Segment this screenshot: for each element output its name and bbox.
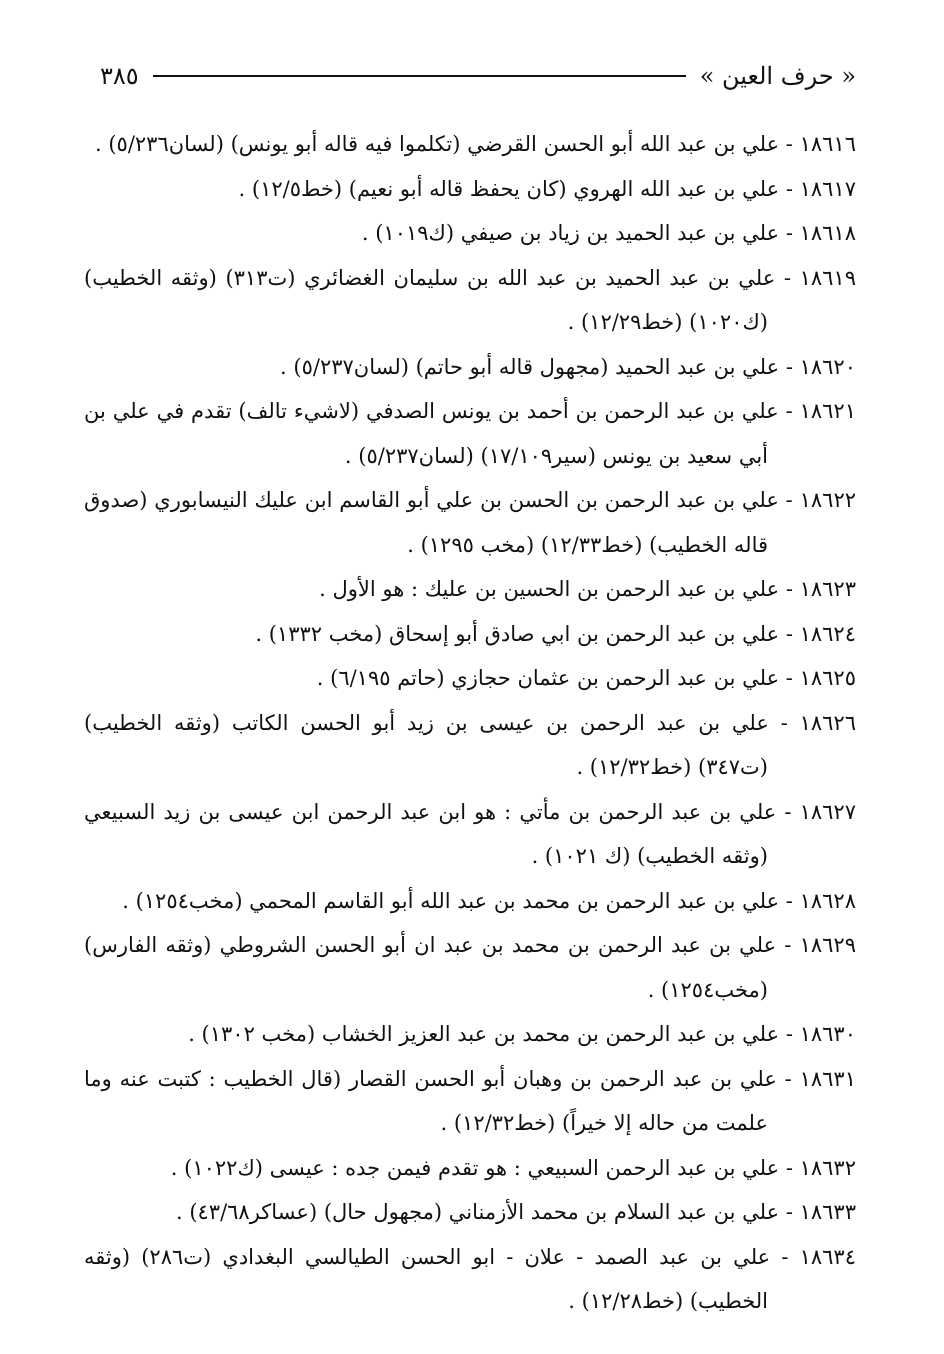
entry-18619: ١٨٦١٩ - علي بن عبد الحميد بن عبد الله بن سليمان الغضائري (ت٣١٣) (وثقه الخطيب) (ك١٠٢٠) (خط١٢/٢٩) . (84, 265, 856, 334)
entry-18623: ١٨٦٢٣ - علي بن عبد الرحمن بن الحسين بن عليك : هو الأول . (319, 577, 856, 601)
entry-18624: ١٨٦٢٤ - علي بن عبد الرحمن بن ابي صادق أبو إسحاق (مخب ١٣٣٢) . (255, 621, 856, 646)
entry-18630: ١٨٦٣٠ - علي بن عبد الرحمن بن محمد بن عبد العزيز الخشاب (مخب ١٣٠٢) . (188, 1022, 856, 1046)
page-header (100, 56, 856, 96)
entry-18622: ١٨٦٢٢ - علي بن عبد الرحمن بن الحسن بن علي أبو القاسم ابن عليك النيسابوري (صدوق قاله الخطيب) (خط١٢/٣٣) (مخب ١٢٩٥) . (84, 488, 857, 557)
entry-18626: ١٨٦٢٦ - علي بن عبد الرحمن بن عيسى بن زيد أبو الحسن الكاتب (وثقه الخطيب) (ت٣٤٧) (خط١٢/٣٢) . (84, 710, 856, 779)
entry-18620: ١٨٦٢٠ - علي بن عبد الحميد (مجهول قاله أبو حاتم) (لسان٥/٢٣٧) . (280, 354, 856, 379)
entry-18631: ١٨٦٣١ - علي بن عبد الرحمن بن وهبان أبو الحسن القصار (قال الخطيب : كتبت عنه وما علمت من حاله إلا خيراً) (خط١٢/٣٢) . (84, 1066, 856, 1135)
entry-18616: ١٨٦١٦ - علي بن عبد الله أبو الحسن القرضي (تكلموا فيه قاله أبو يونس) (لسان٥/٢٣٦) . (95, 132, 856, 156)
entry-18627: ١٨٦٢٧ - علي بن عبد الرحمن بن مأتي : هو ابن عبد الرحمن ابن عيسى بن زيد السبيعي (وثقه الخطيب) (ك ١٠٢١) . (84, 799, 856, 868)
entry-18618: ١٨٦١٨ - علي بن عبد الحميد بن زياد بن صيفي (ك١٠١٩) . (361, 221, 856, 245)
entry-18625: ١٨٦٢٥ - علي بن عبد الرحمن بن عثمان حجازي (حاتم ٦/١٩٥) . (316, 666, 856, 690)
running-title: « حرف العين » (699, 62, 856, 90)
header-rule (153, 75, 686, 77)
entry-18632: ١٨٦٣٢ - علي بن عبد الرحمن السبيعي : هو تقدم فيمن جده : عيسى (ك١٠٢٢) . (170, 1155, 856, 1180)
entry-18621: ١٨٦٢١ - علي بن عبد الرحمن بن أحمد بن يونس الصدفي (لاشيء تالف) تقدم في علي بن أبي سعيد بن يونس (سير١٧/١٠٩) (لسان٥/٢٣٧) . (84, 399, 856, 468)
entry-18628: ١٨٦٢٨ - علي بن عبد الرحمن بن محمد بن عبد الله أبو القاسم المحمي (مخب١٢٥٤) . (122, 888, 856, 913)
entry-18629: ١٨٦٢٩ - علي بن عبد الرحمن بن محمد بن عبد ان أبو الحسن الشروطي (وثقه الفارس) (مخب١٢٥٤) . (84, 933, 856, 1002)
entries-list (84, 122, 856, 1324)
entry-18634: ١٨٦٣٤ - علي بن عبد الصمد - علان - ابو الحسن الطيالسي البغدادي (ت٢٨٦) (وثقه الخطيب) (خط١٢/٢٨) . (84, 1244, 856, 1313)
entry-18633: ١٨٦٣٣ - علي بن عبد السلام بن محمد الأزمناني (مجهول حال) (عساكر٤٣/٦٨) . (175, 1200, 856, 1224)
page-number: ٣٨٥ (100, 62, 139, 90)
entry-18617: ١٨٦١٧ - علي بن عبد الله الهروي (كان يحفظ قاله أبو نعيم) (خط١٢/٥) . (238, 176, 856, 201)
